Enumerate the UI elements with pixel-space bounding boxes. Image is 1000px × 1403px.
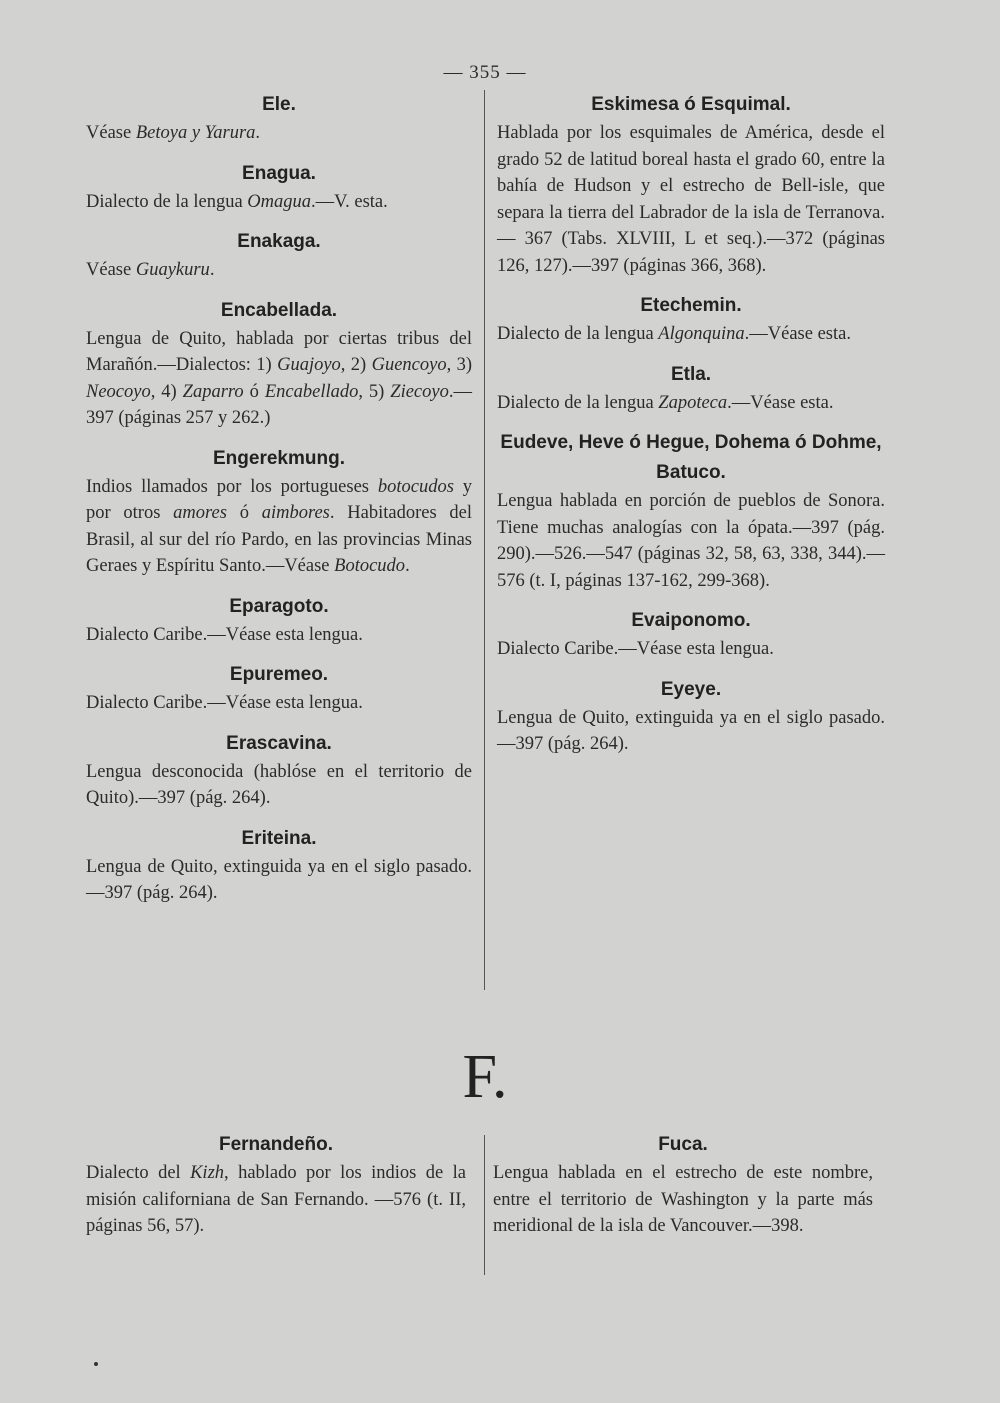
entry-spacer [497, 416, 885, 428]
entry-italic-term: Neocoyo [86, 381, 151, 402]
ink-speck [94, 1362, 98, 1366]
bottom-left-column [86, 1130, 466, 1252]
entry-heading: Eudeve, Heve ó Hegue, Dohema ó Dohme, Batuco. [500, 432, 882, 483]
entry-text [497, 120, 885, 279]
entry-text-segment: y por otros [86, 476, 472, 523]
entry-heading: Fernandeño. [218, 1134, 333, 1155]
entry-spacer [497, 279, 885, 291]
dictionary-entry [497, 675, 885, 758]
entry-italic-term: Guencoyo [371, 355, 447, 375]
entry-text [86, 326, 472, 432]
entry-heading: Eyeye. [660, 678, 722, 700]
entry-italic-term: Guajoyo [277, 355, 341, 375]
entry-text-segment: ó [226, 503, 262, 523]
entry-heading: Enagua. [242, 162, 316, 184]
entry-text [497, 390, 885, 417]
entry-text-segment: Lengua hablada en el estrecho de este nombre, entre el territorio de Washington y la parte más meridional de la isla de Vancouver.—398. [493, 1163, 873, 1236]
entry-spacer [497, 594, 885, 606]
entry-text-segment: .—397 (páginas 257 y 262.) [86, 381, 472, 428]
entry-text-segment: Véase [86, 260, 136, 280]
entry-spacer [86, 1240, 466, 1252]
entry-heading: Encabellada. [220, 299, 338, 321]
entry-text-segment: ó [243, 381, 265, 402]
entry-text-segment: Dialecto de la lengua [497, 392, 659, 413]
entry-text-segment: Lengua de Quito, extinguida ya en el siglo pasado.—397 (pág. 264). [86, 856, 472, 903]
dictionary-entry [86, 660, 472, 717]
entry-heading: Engerekmung. [213, 447, 345, 469]
column-divider [484, 90, 485, 990]
entry-text-segment: Dialecto de la lengua [86, 191, 248, 212]
entry-text-segment: . [255, 123, 261, 143]
entry-heading: Eskimesa ó Esquimal. [591, 94, 791, 115]
entry-text [497, 488, 885, 594]
entry-text-segment: Véase [86, 123, 136, 143]
entry-text-segment: .—Véase esta. [744, 324, 851, 344]
entry-spacer [497, 348, 885, 360]
entry-text [497, 321, 885, 348]
entry-text-segment: , 5) [358, 381, 391, 402]
entry-text-segment: Hablada por los esquimales de América, desde el grado 52 de latitud boreal hasta el grado 60, entre la bahía de Hudson y el estrecho de Bell-isle, que separa la tierra del Labrador de la isla de Terranova.— 367 (Tabs. XLVIII, L et seq.).—372 (páginas 126, 127).—397 (páginas 366, 368). [497, 123, 885, 276]
entry-text-segment: Indios llamados por los portugueses [86, 476, 378, 497]
entry-text-segment: . [405, 556, 410, 576]
entry-text-segment: , 2) [340, 355, 372, 375]
entry-text [86, 1160, 466, 1240]
entry-spacer [86, 432, 472, 444]
dictionary-entry [86, 444, 472, 580]
entry-heading: Evaiponomo. [631, 610, 751, 631]
dictionary-entry [86, 90, 472, 147]
entry-text-segment: Lengua hablada en porción de pueblos de Sonora. Tiene muchas analogías con la ópata.—397 (pág. 290).—526.—547 (páginas 32, 58, 63, 338, 344).—576 (t. I, páginas 137-162, 299-368). [497, 491, 885, 591]
entry-text-segment: .—Véase esta. [727, 392, 834, 413]
dictionary-entry [86, 1130, 466, 1240]
entry-text-segment: .—V. esta. [311, 191, 388, 212]
dictionary-entry [497, 90, 885, 279]
entry-text [86, 854, 472, 907]
dictionary-entry [497, 360, 885, 417]
entry-spacer [86, 284, 472, 296]
entry-heading: Etla. [670, 363, 712, 385]
entry-italic-term: Omagua [247, 191, 312, 212]
dictionary-entry [493, 1130, 873, 1240]
entry-italic-term: Guaykuru [135, 260, 210, 280]
entry-text [86, 189, 472, 216]
entry-text-segment: , 3) [446, 355, 472, 375]
entry-italic-term: botocudos [377, 476, 454, 497]
entry-text-segment: Lengua de Quito, extinguida ya en el siglo pasado.—397 (pág. 264). [497, 707, 885, 754]
entry-text-segment: Lengua de Quito, hablada por ciertas tribus del Marañón.—Dialectos: 1) [86, 328, 472, 375]
dictionary-entry [86, 159, 472, 216]
entry-text [497, 705, 885, 758]
entry-text-segment: Dialecto Caribe.—Véase esta lengua. [86, 624, 363, 645]
dictionary-entry [497, 606, 885, 663]
entry-heading: Fuca. [658, 1134, 708, 1155]
entry-heading: Etechemin. [640, 295, 742, 316]
bottom-right-column [493, 1130, 873, 1252]
bottom-column-divider [484, 1135, 485, 1275]
dictionary-entry [497, 428, 885, 594]
entry-italic-term: Encabellado [264, 381, 359, 402]
entry-text-segment: . Habitadores del Brasil, al sur del río Pardo, en las provincias Minas Geraes y Espíritu Santo.—Véase [86, 503, 472, 576]
dictionary-entry [497, 291, 885, 348]
entry-text-segment: Dialecto Caribe.—Véase esta lengua. [497, 639, 774, 659]
dictionary-entry [86, 729, 472, 812]
entry-italic-term: Kizh [190, 1163, 225, 1183]
right-column [497, 90, 885, 770]
entry-italic-term: amores [173, 503, 227, 523]
dictionary-entry [86, 824, 472, 907]
entry-text [493, 1160, 873, 1240]
section-letter: F. [462, 1043, 508, 1111]
entry-spacer [86, 648, 472, 660]
entry-spacer [497, 758, 885, 770]
entry-italic-term: Ziecoyo [390, 381, 449, 402]
entry-text [86, 622, 472, 649]
left-column [86, 90, 472, 919]
entry-heading: Eriteina. [241, 827, 317, 849]
entry-italic-term: aimbores [261, 503, 330, 523]
entry-text-segment: . [209, 260, 215, 280]
entry-text-segment: , 4) [150, 381, 183, 402]
entry-spacer [86, 812, 472, 824]
entry-spacer [86, 907, 472, 919]
entry-heading: Epuremeo. [229, 664, 329, 685]
page-number: — 355 — [443, 62, 527, 83]
entry-italic-term: Algonquina [658, 324, 745, 344]
entry-text [86, 120, 472, 147]
entry-text [86, 759, 472, 812]
entry-text-segment: Lengua desconocida (hablóse en el territorio de Quito).—397 (pág. 264). [86, 761, 472, 808]
entry-spacer [493, 1240, 873, 1252]
entry-text [86, 474, 472, 580]
entry-text-segment: , hablado por los indios de la misión californiana de San Fernando. —576 (t. II, páginas 56, 57). [86, 1163, 466, 1236]
entry-heading: Erascavina. [226, 732, 332, 754]
entry-spacer [86, 717, 472, 729]
dictionary-entry [86, 296, 472, 432]
entry-heading: Ele. [262, 94, 296, 115]
entry-text-segment: Dialecto Caribe.—Véase esta lengua. [86, 693, 363, 713]
entry-italic-term: Zaparro [182, 381, 244, 402]
entry-text [86, 257, 472, 284]
entry-heading: Enakaga. [237, 231, 321, 252]
entry-heading: Eparagoto. [229, 595, 329, 617]
entry-spacer [86, 580, 472, 592]
entry-text-segment: Dialecto de la lengua [497, 324, 659, 344]
entry-text-segment: Dialecto del [86, 1163, 191, 1183]
entry-italic-term: Zapoteca [658, 392, 728, 413]
dictionary-entry [86, 227, 472, 284]
entry-spacer [497, 663, 885, 675]
dictionary-entry [86, 592, 472, 649]
entry-italic-term: Botocudo [334, 556, 406, 576]
entry-text [86, 690, 472, 717]
entry-text [497, 636, 885, 663]
entry-italic-term: Betoya y Yarura [135, 123, 256, 143]
entry-spacer [86, 147, 472, 159]
entry-spacer [86, 215, 472, 227]
